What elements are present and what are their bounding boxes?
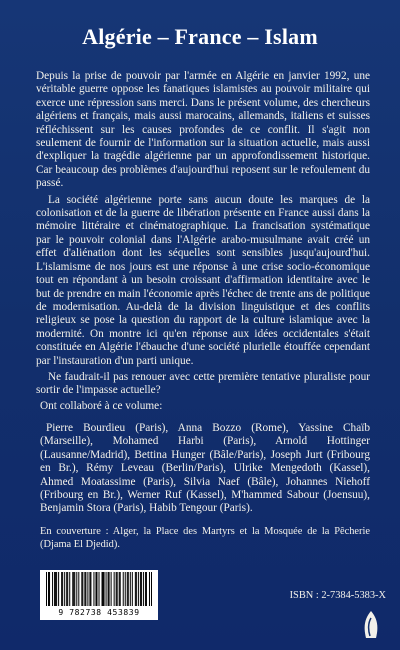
blurb-paragraph-3: Ne faudrait-il pas renouer avec cette première tentative pluraliste pour sortir de l'impasse actuelle? xyxy=(36,370,370,397)
isbn: ISBN : 2-7384-5383-X xyxy=(289,590,386,601)
barcode-bars xyxy=(46,572,152,608)
blurb xyxy=(36,70,370,401)
blurb-paragraph-1: Depuis la prise de pouvoir par l'armée en Algérie en janvier 1992, une véritable guerre oppose les fanatiques islamistes au pouvoir militaire qui exerce une répression sans merci. Dans le présent volume, des chercheurs algériens et français, mais aussi marocains, allemands, italiens et suisses réfléchissent sur les causes profondes de ce conflit. Il s'agit non seulement de fournir de l'information sur la situation actuelle, mais aussi d'expliquer la tragédie algérienne par un approfondissement historique. Car beaucoup des problèmes d'aujourd'hui reposent sur le refoulement du passé. xyxy=(36,70,370,190)
collaborators-heading: Ont collaboré à ce volume: xyxy=(40,400,163,412)
barcode xyxy=(40,570,158,620)
book-title: Algérie – France – Islam xyxy=(82,24,318,49)
publisher-logo-icon xyxy=(360,610,382,645)
blurb-paragraph-2: La société algérienne porte sans aucun doute les marques de la colonisation et de la guerre de libération présente en France aussi dans la mémoire littéraire et cinématographique. La francisation systématique par le pouvoir colonial dans l'Algérie arabo-musulmane avait créé un effet d'aliénation dont les séquelles sont sensibles jusqu'aujourd'hui. L'islamisme de nos jours est une réponse à une crise socio-économique tout en répondant à un besoin croissant d'affirmation identitaire avec le but de prendre en main l'économie après l'échec de trente ans de politique de modernisation. Au-delà de la division linguistique et des conflits religieux se pose la question du rapport de la culture islamique avec la modernité. On montre ici qu'en réponse aux idées occidentales s'était constituée en Algérie l'ébauche d'une société plurielle étouffée cependant par l'instauration d'un parti unique. xyxy=(36,193,370,367)
barcode-digits: 9 782738 453839 xyxy=(58,608,140,617)
collaborators-list: Pierre Bourdieu (Paris), Anna Bozzo (Rome), Yassine Chaïb (Marseille), Mohamed Harbi (Paris), Arnold Hottinger (Lausanne/Madrid), Bettina Hunger (Bâle/Paris), Joseph Jurt (Fribourg en Br.), Rémy Leveau (Berlin/Paris), Ulrike Mengedoth (Kassel), Ahmed Moatassime (Paris), Silvia Naef (Bâle), Johannes Niehoff (Fribourg en Br.), Werner Ruf (Kassel), M'hammed Sabour (Joensuu), Benjamin Stora (Paris), Habib Tengour (Paris). xyxy=(40,422,370,515)
cover-caption: En couverture : Alger, la Place des Martyrs et la Mosquée de la Pêcherie (Djama El Djedid). xyxy=(40,526,370,550)
